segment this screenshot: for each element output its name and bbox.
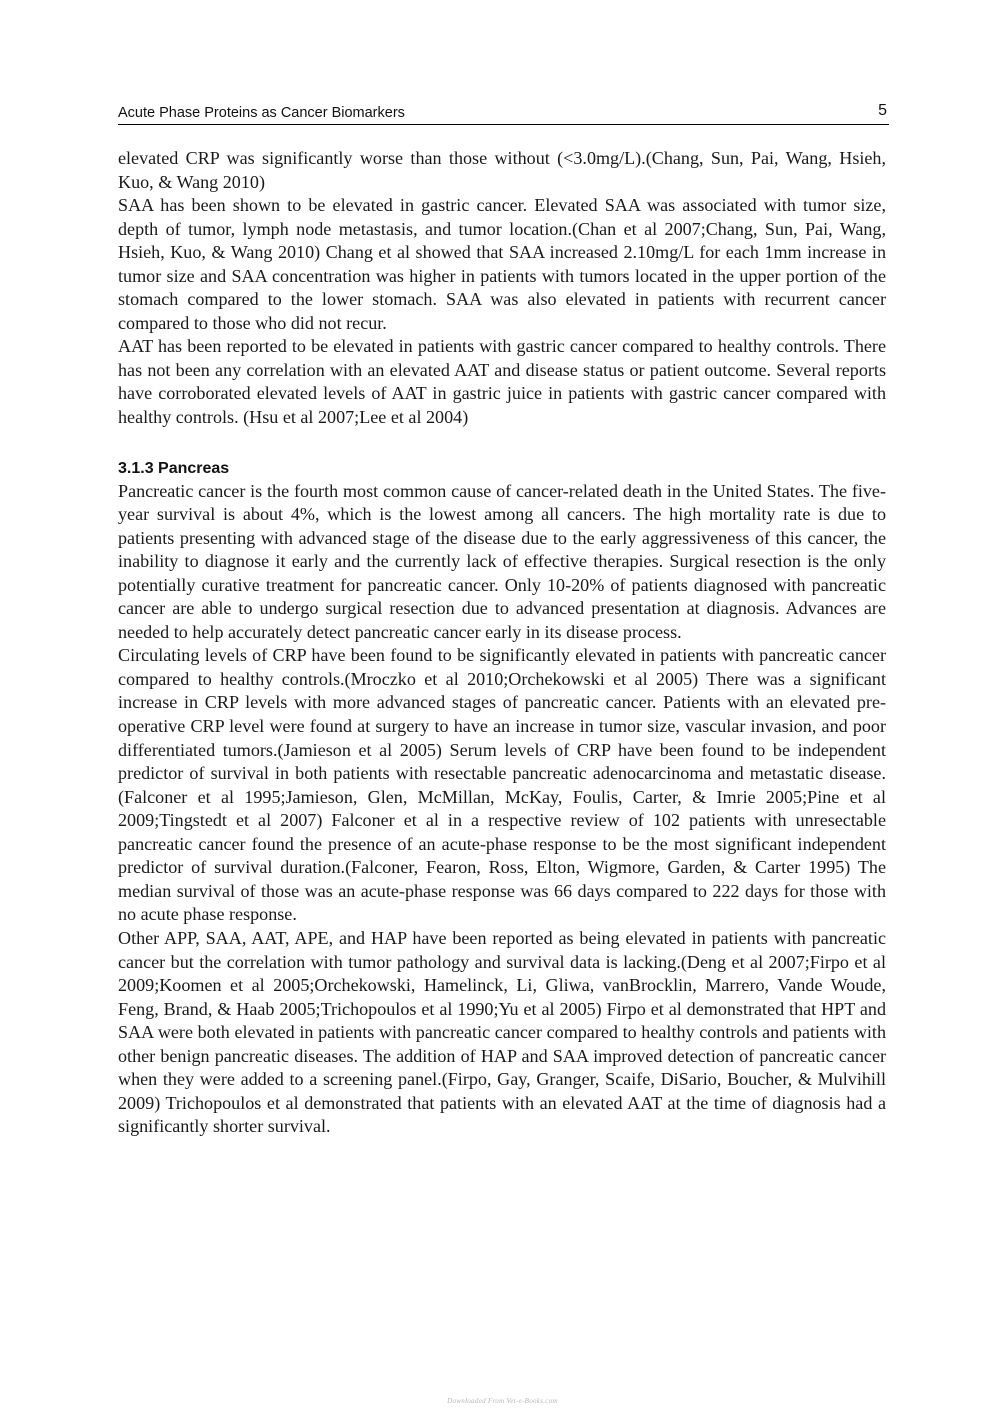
body-text [118, 147, 886, 1139]
paragraph-pancreas-intro: Pancreatic cancer is the fourth most common cause of cancer-related death in the United States. The five-year survival is about 4%, which is the lowest among all cancers. The high mortality rate is due to patients presenting with advanced stage of the disease due to the early aggressiveness of this cancer, the inability to diagnose it early and the currently lack of effective therapies. Surgical resection is the only potentially curative treatment for pancreatic cancer. Only 10-20% of patients diagnosed with pancreatic cancer are able to undergo surgical resection due to advanced presentation at diagnosis. Advances are needed to help accurately detect pancreatic cancer early in its disease process. [118, 480, 886, 642]
section-heading-pancreas: 3.1.3 Pancreas [118, 459, 230, 477]
paragraph-pancreas-other-app: Other APP, SAA, AAT, APE, and HAP have been reported as being elevated in patients with pancreatic cancer but the correlation with tumor pathology and survival data is lacking.(Deng et al 2007;Firpo et al 2009;Koomen et al 2005;Orchekowski, Hamelinck, Li, Gliwa, vanBrocklin, Marrero, Vande Woude, Feng, Brand, & Haab 2005;Trichopoulos et al 1990;Yu et al 2005) Firpo et al demonstrated that HPT and SAA were both elevated in patients with pancreatic cancer compared to healthy controls and patients with other benign pancreatic diseases. The addition of HAP and SAA improved detection of pancreatic cancer when they were added to a screening panel.(Firpo, Gay, Granger, Scaife, DiSario, Boucher, & Mulvihill 2009) Trichopoulos et al demonstrated that patients with an elevated AAT at the time of diagnosis had a significantly shorter survival. [118, 927, 886, 1137]
running-header [118, 100, 889, 125]
paragraph-saa-gastric: SAA has been shown to be elevated in gastric cancer. Elevated SAA was associated with tumor size, depth of tumor, lymph node metastasis, and tumor location.(Chan et al 2007;Chang, Sun, Pai, Wang, Hsieh, Kuo, & Wang 2010) Chang et al showed that SAA increased 2.10mg/L for each 1mm increase in tumor size and SAA concentration was higher in patients with tumors located in the upper portion of the stomach compared to the lower stomach. SAA was also elevated in patients with recurrent cancer compared to those who did not recur. [118, 195, 886, 333]
download-watermark: Downloaded From Vet-e-Books.com [447, 1397, 558, 1405]
page-number: 5 [878, 102, 887, 119]
paragraph-pancreas-crp: Circulating levels of CRP have been found to be significantly elevated in patients with pancreatic cancer compared to healthy controls.(Mroczko et al 2010;Orchekowski et al 2005) There was a significant increase in CRP levels with more advanced stages of pancreatic cancer. Patients with an elevated pre-operative CRP level were found at surgery to have an increase in tumor size, vascular invasion, and poor differentiated tumors.(Jamieson et al 2005) Serum levels of CRP have been found to be independent predictor of survival in both patients with resectable pancreatic adenocarcinoma and metastatic disease.(Falconer et al 1995;Jamieson, Glen, McMillan, McKay, Foulis, Carter, & Imrie 2005;Pine et al 2009;Tingstedt et al 2007) Falconer et al in a respective review of 102 patients with unresectable pancreatic cancer found the presence of an acute-phase response to be the most significant independent predictor of survival duration.(Falconer, Fearon, Ross, Elton, Wigmore, Garden, & Carter 1995) The median survival of those was an acute-phase response was 66 days compared to 222 days for those with no acute phase response. [118, 645, 886, 925]
paragraph-crp-gastric-continued: elevated CRP was significantly worse than those without (<3.0mg/L).(Chang, Sun, Pai, Wang, Hsieh, Kuo, & Wang 2010) [118, 148, 886, 192]
paragraph-aat-gastric: AAT has been reported to be elevated in patients with gastric cancer compared to healthy controls. There has not been any correlation with an elevated AAT and disease status or patient outcome. Several reports have corroborated elevated levels of AAT in gastric juice in patients with gastric cancer compared with healthy controls. (Hsu et al 2007;Lee et al 2004) [118, 336, 886, 428]
running-title: Acute Phase Proteins as Cancer Biomarkers [118, 105, 405, 121]
